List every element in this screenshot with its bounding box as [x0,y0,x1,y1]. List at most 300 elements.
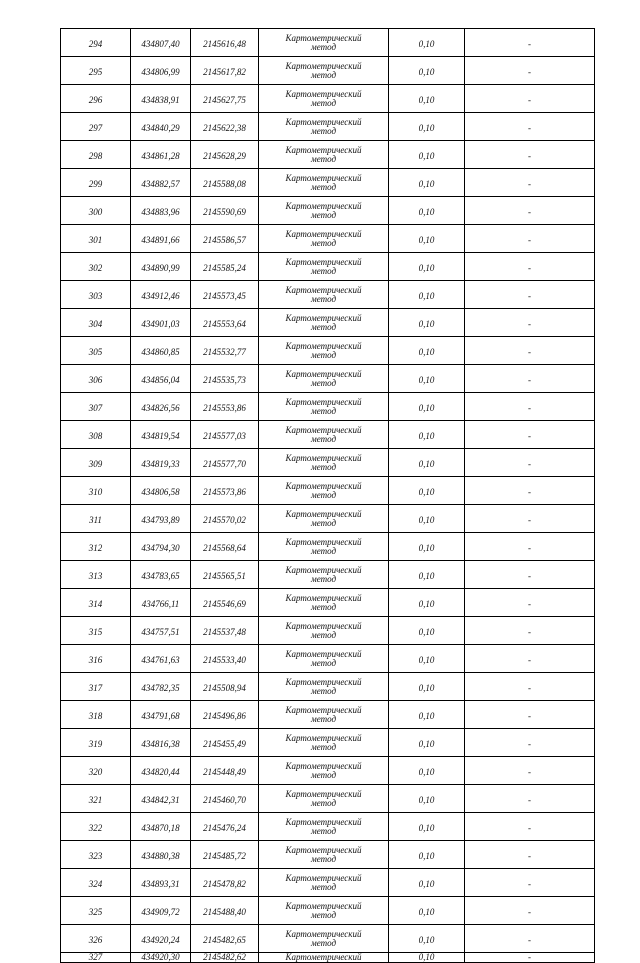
method-line1: Картометрический [285,844,362,855]
method-cell [259,505,389,533]
accuracy: 0,10 [389,337,465,365]
coordinate-y: 2145482,65 [191,925,259,953]
accuracy: 0,10 [389,757,465,785]
method-line2: метод [310,573,337,584]
method-cell [259,925,389,953]
table-row [61,897,595,925]
method-line2: метод [310,405,337,416]
table-row [61,673,595,701]
method-line2: метод [310,657,337,668]
accuracy: 0,10 [389,813,465,841]
description: - [465,561,595,589]
accuracy: 0,10 [389,169,465,197]
table-row [61,281,595,309]
accuracy: 0,10 [389,57,465,85]
table-row [61,393,595,421]
coordinate-x: 434893,31 [131,869,191,897]
coordinate-y: 2145478,82 [191,869,259,897]
method-line2: метод [310,909,337,920]
method-line1: Картометрический [285,648,362,659]
description: - [465,365,595,393]
accuracy: 0,10 [389,141,465,169]
description: - [465,617,595,645]
table-row [61,449,595,477]
coordinate-y: 2145570,02 [191,505,259,533]
point-number: 327 [61,953,131,963]
method-cell [259,29,389,57]
coordinate-y: 2145482,62 [191,953,259,963]
point-number: 321 [61,785,131,813]
method-line1: Картометрический [285,200,362,211]
description: - [465,253,595,281]
coordinate-x: 434806,58 [131,477,191,505]
description: - [465,785,595,813]
point-number: 308 [61,421,131,449]
method-cell [259,897,389,925]
method-cell [259,253,389,281]
coordinate-x: 434860,85 [131,337,191,365]
table-row [61,617,595,645]
method-cell [259,617,389,645]
coordinate-y: 2145577,70 [191,449,259,477]
point-number: 320 [61,757,131,785]
point-number: 325 [61,897,131,925]
method-line2: метод [310,69,337,80]
description: - [465,841,595,869]
accuracy: 0,10 [389,561,465,589]
coordinate-y: 2145616,48 [191,29,259,57]
method-line1: Картометрический [285,816,362,827]
method-cell [259,589,389,617]
description: - [465,505,595,533]
coordinate-y: 2145586,57 [191,225,259,253]
coordinate-x: 434891,66 [131,225,191,253]
point-number: 326 [61,925,131,953]
method-line2: метод [310,293,337,304]
table-row [61,589,595,617]
method-cell [259,197,389,225]
method-line2: метод [310,209,337,220]
method-cell [259,85,389,113]
point-number: 295 [61,57,131,85]
coordinate-y: 2145553,86 [191,393,259,421]
method-line2: метод [310,685,337,696]
accuracy: 0,10 [389,113,465,141]
accuracy: 0,10 [389,785,465,813]
method-cell [259,225,389,253]
table-row [61,813,595,841]
method-line2: метод [310,797,337,808]
coordinate-x: 434870,18 [131,813,191,841]
method-line1: Картометрический [285,480,362,491]
method-line2: метод [310,237,337,248]
table-row [61,645,595,673]
table-row [61,841,595,869]
method-line1: Картометрический [285,620,362,631]
method-line2: метод [310,769,337,780]
description: - [465,57,595,85]
method-line1: Картометрический [285,284,362,295]
method-line2: метод [310,433,337,444]
point-number: 306 [61,365,131,393]
point-number: 302 [61,253,131,281]
method-line2: метод [310,713,337,724]
accuracy: 0,10 [389,309,465,337]
method-cell [259,113,389,141]
point-number: 313 [61,561,131,589]
coordinate-y: 2145448,49 [191,757,259,785]
coordinate-x: 434820,44 [131,757,191,785]
method-line2: метод [310,853,337,864]
method-line1: Картометрический [285,564,362,575]
point-number: 305 [61,337,131,365]
coordinate-x: 434807,40 [131,29,191,57]
method-cell [259,785,389,813]
method-line1: Картометрический [285,592,362,603]
table-row [61,785,595,813]
coordinate-x: 434761,63 [131,645,191,673]
point-number: 312 [61,533,131,561]
method-line2: метод [310,41,337,52]
description: - [465,449,595,477]
point-number: 309 [61,449,131,477]
method-line1: Картометрический [285,60,362,71]
point-number: 324 [61,869,131,897]
method-line2: метод [310,181,337,192]
method-line2: метод [310,937,337,948]
table-row [61,253,595,281]
method-cell [259,281,389,309]
method-line1: Картометрический [285,32,362,43]
coordinate-x: 434791,68 [131,701,191,729]
table-row [61,85,595,113]
method-line2: метод [310,97,337,108]
coordinate-y: 2145476,24 [191,813,259,841]
method-line2: метод [310,153,337,164]
method-cell [259,337,389,365]
coordinate-y: 2145568,64 [191,533,259,561]
method-line1: Картометрический [285,312,362,323]
table-row [61,925,595,953]
coordinate-x: 434819,33 [131,449,191,477]
description: - [465,813,595,841]
table-row [61,701,595,729]
coordinate-x: 434901,03 [131,309,191,337]
accuracy: 0,10 [389,421,465,449]
method-cell [259,533,389,561]
description: - [465,673,595,701]
accuracy: 0,10 [389,925,465,953]
coordinate-y: 2145590,69 [191,197,259,225]
method-cell [259,673,389,701]
coordinate-y: 2145553,64 [191,309,259,337]
table-row [61,869,595,897]
method-line1: Картометрический [285,872,362,883]
point-number: 296 [61,85,131,113]
point-number: 315 [61,617,131,645]
method-line1: Картометрический [285,256,362,267]
point-number: 307 [61,393,131,421]
table-row [61,365,595,393]
coordinate-y: 2145577,03 [191,421,259,449]
method-line1: Картометрический [285,508,362,519]
table-row [61,533,595,561]
coordinate-y: 2145585,24 [191,253,259,281]
coordinate-y: 2145508,94 [191,673,259,701]
description: - [465,953,595,963]
description: - [465,421,595,449]
coordinate-y: 2145533,40 [191,645,259,673]
accuracy: 0,10 [389,701,465,729]
table-row [61,57,595,85]
method-line2: метод [310,125,337,136]
coordinate-y: 2145627,75 [191,85,259,113]
coordinate-x: 434840,29 [131,113,191,141]
method-cell [259,393,389,421]
coordinate-x: 434826,56 [131,393,191,421]
method-cell [259,169,389,197]
point-number: 314 [61,589,131,617]
coordinate-x: 434794,30 [131,533,191,561]
table-row [61,505,595,533]
coordinate-x: 434861,28 [131,141,191,169]
method-cell [259,365,389,393]
method-cell [259,57,389,85]
table-row [61,141,595,169]
accuracy: 0,10 [389,617,465,645]
coordinate-y: 2145537,48 [191,617,259,645]
method-line2: метод [310,545,337,556]
method-line1: Картометрический [285,760,362,771]
accuracy: 0,10 [389,281,465,309]
point-number: 322 [61,813,131,841]
accuracy: 0,10 [389,729,465,757]
method-line1: Картометрический [285,172,362,183]
method-line2: метод [310,601,337,612]
method-cell [259,757,389,785]
method-line2: метод [310,517,337,528]
description: - [465,729,595,757]
method-cell [259,953,389,963]
method-line1: Картометрический [285,452,362,463]
point-number: 300 [61,197,131,225]
method-cell [259,477,389,505]
coordinate-y: 2145617,82 [191,57,259,85]
table-row [61,309,595,337]
accuracy: 0,10 [389,897,465,925]
accuracy: 0,10 [389,841,465,869]
coordinate-x: 434912,46 [131,281,191,309]
accuracy: 0,10 [389,477,465,505]
coordinate-y: 2145455,49 [191,729,259,757]
table-row [61,421,595,449]
method-line2: метод [310,741,337,752]
coordinate-y: 2145460,70 [191,785,259,813]
coordinate-x: 434882,57 [131,169,191,197]
table-row [61,757,595,785]
coordinate-x: 434766,11 [131,589,191,617]
method-cell [259,869,389,897]
description: - [465,533,595,561]
coordinate-x: 434890,99 [131,253,191,281]
method-line1: Картометрический [285,424,362,435]
table-row [61,337,595,365]
accuracy: 0,10 [389,253,465,281]
table-row [61,561,595,589]
description: - [465,309,595,337]
point-number: 297 [61,113,131,141]
accuracy: 0,10 [389,533,465,561]
method-line1: Картометрический [285,788,362,799]
method-line1: Картометрический [285,228,362,239]
coordinate-x: 434819,54 [131,421,191,449]
method-cell [259,701,389,729]
coordinate-x: 434816,38 [131,729,191,757]
description: - [465,141,595,169]
point-number: 294 [61,29,131,57]
accuracy: 0,10 [389,589,465,617]
description: - [465,169,595,197]
point-number: 311 [61,505,131,533]
point-number: 301 [61,225,131,253]
coordinate-x: 434783,65 [131,561,191,589]
accuracy: 0,10 [389,29,465,57]
method-cell [259,449,389,477]
accuracy: 0,10 [389,449,465,477]
coordinate-y: 2145485,72 [191,841,259,869]
coordinate-x: 434806,99 [131,57,191,85]
description: - [465,85,595,113]
table-row [61,225,595,253]
coordinate-y: 2145565,51 [191,561,259,589]
coordinate-x: 434782,35 [131,673,191,701]
description: - [465,757,595,785]
method-line1: Картометрический [285,88,362,99]
coordinate-x: 434793,89 [131,505,191,533]
accuracy: 0,10 [389,953,465,963]
description: - [465,589,595,617]
table-row [61,729,595,757]
accuracy: 0,10 [389,869,465,897]
description: - [465,645,595,673]
method-cell [259,729,389,757]
method-line1: Картометрический [285,732,362,743]
point-number: 316 [61,645,131,673]
table-row-last [61,953,595,963]
point-number: 318 [61,701,131,729]
method-line2: метод [310,825,337,836]
method-line2: метод [310,349,337,360]
method-line1: Картометрический [285,116,362,127]
coordinate-x: 434920,30 [131,953,191,963]
description: - [465,897,595,925]
table-row [61,477,595,505]
table-row [61,169,595,197]
description: - [465,29,595,57]
method-line1: Картометрический [285,368,362,379]
description: - [465,925,595,953]
table-body [61,29,595,963]
method-line2: метод [310,881,337,892]
method-line2: метод [310,629,337,640]
point-number: 323 [61,841,131,869]
method-line1: Картометрический [285,952,362,962]
coordinate-y: 2145488,40 [191,897,259,925]
method-cell [259,141,389,169]
description: - [465,477,595,505]
method-line2: метод [310,377,337,388]
description: - [465,869,595,897]
coordinate-y: 2145573,45 [191,281,259,309]
method-line1: Картометрический [285,900,362,911]
method-line2: метод [310,489,337,500]
coordinate-x: 434920,24 [131,925,191,953]
method-line1: Картометрический [285,396,362,407]
accuracy: 0,10 [389,505,465,533]
coordinates-table [60,28,595,963]
description: - [465,197,595,225]
accuracy: 0,10 [389,365,465,393]
coordinate-y: 2145628,29 [191,141,259,169]
point-number: 317 [61,673,131,701]
method-line1: Картометрический [285,144,362,155]
accuracy: 0,10 [389,645,465,673]
coordinate-x: 434757,51 [131,617,191,645]
point-number: 310 [61,477,131,505]
method-cell [259,813,389,841]
description: - [465,225,595,253]
description: - [465,393,595,421]
table-row [61,113,595,141]
method-line2: метод [310,461,337,472]
method-line2: метод [310,321,337,332]
description: - [465,337,595,365]
coordinate-x: 434842,31 [131,785,191,813]
method-cell [259,841,389,869]
accuracy: 0,10 [389,225,465,253]
coordinate-y: 2145573,86 [191,477,259,505]
coordinate-y: 2145588,08 [191,169,259,197]
coordinate-x: 434883,96 [131,197,191,225]
table-row [61,29,595,57]
description: - [465,113,595,141]
description: - [465,281,595,309]
method-line1: Картометрический [285,704,362,715]
point-number: 298 [61,141,131,169]
coordinate-x: 434838,91 [131,85,191,113]
coordinate-y: 2145532,77 [191,337,259,365]
point-number: 303 [61,281,131,309]
coordinate-x: 434880,38 [131,841,191,869]
accuracy: 0,10 [389,197,465,225]
method-line1: Картометрический [285,676,362,687]
point-number: 304 [61,309,131,337]
description: - [465,701,595,729]
method-line1: Картометрический [285,928,362,939]
point-number: 299 [61,169,131,197]
accuracy: 0,10 [389,85,465,113]
coordinate-x: 434909,72 [131,897,191,925]
coordinate-y: 2145546,69 [191,589,259,617]
method-line1: Картометрический [285,536,362,547]
coordinate-y: 2145496,86 [191,701,259,729]
coordinate-y: 2145535,73 [191,365,259,393]
method-cell [259,309,389,337]
method-cell [259,645,389,673]
accuracy: 0,10 [389,673,465,701]
method-line1: Картометрический [285,340,362,351]
coordinate-y: 2145622,38 [191,113,259,141]
